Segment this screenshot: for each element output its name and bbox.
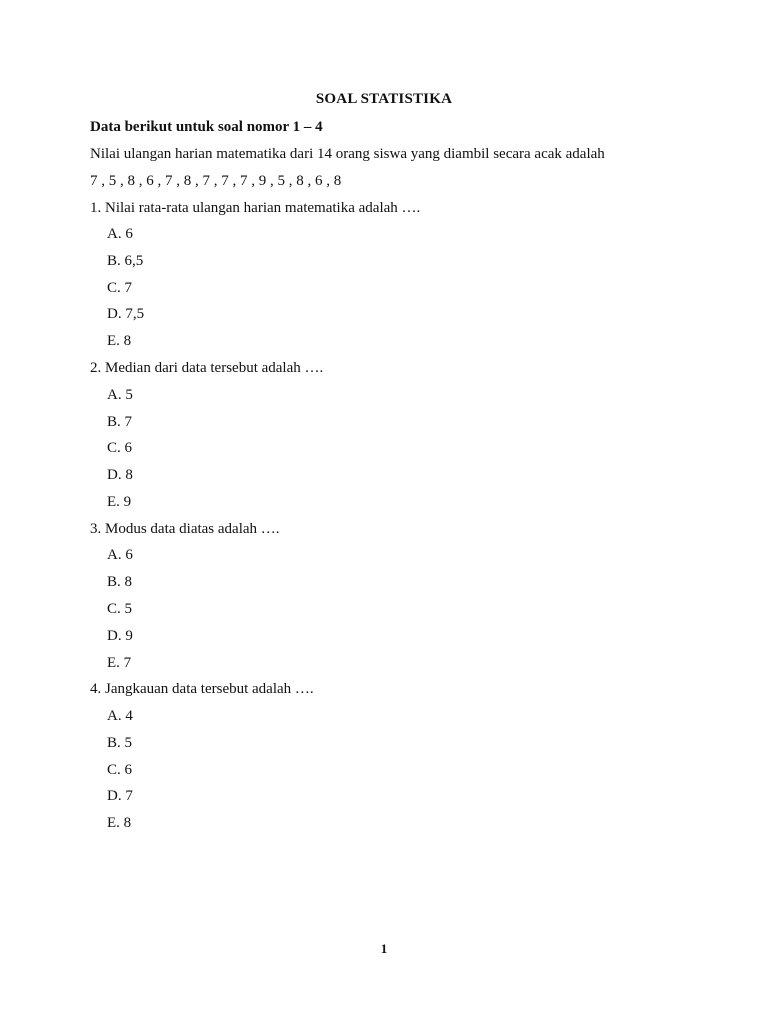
question-2-option-e: E. 9 [107, 494, 132, 510]
question-3: 3. Modus data diatas adalah …. [90, 521, 280, 537]
question-1-option-e: E. 8 [107, 333, 132, 349]
question-4-option-a: A. 4 [107, 708, 133, 724]
question-1-option-a: A. 6 [107, 226, 133, 242]
question-3-option-d: D. 9 [107, 628, 133, 644]
question-4-option-d: D. 7 [107, 788, 133, 804]
intro-heading: Data berikut untuk soal nomor 1 – 4 [90, 119, 323, 135]
question-3-option-a: A. 6 [107, 547, 133, 563]
intro-text: Nilai ulangan harian matematika dari 14 orang siswa yang diambil secara acak adalah [90, 146, 605, 162]
question-2-option-a: A. 5 [107, 387, 133, 403]
question-2: 2. Median dari data tersebut adalah …. [90, 360, 324, 376]
question-1-option-d: D. 7,5 [107, 306, 145, 322]
question-4-option-b: B. 5 [107, 735, 133, 751]
question-1-option-c: C. 7 [107, 280, 133, 296]
question-1-option-b: B. 6,5 [107, 253, 144, 269]
question-2-option-d: D. 8 [107, 467, 133, 483]
question-3-option-e: E. 7 [107, 655, 132, 671]
question-3-option-b: B. 8 [107, 574, 133, 590]
data-values: 7 , 5 , 8 , 6 , 7 , 8 , 7 , 7 , 7 , 9 , 5 , 8 , 6 , 8 [90, 173, 342, 189]
question-2-option-b: B. 7 [107, 414, 133, 430]
question-2-option-c: C. 6 [107, 440, 133, 456]
question-4-option-c: C. 6 [107, 762, 133, 778]
page-title: SOAL STATISTIKA [315, 91, 453, 107]
question-4-option-e: E. 8 [107, 815, 132, 831]
question-3-option-c: C. 5 [107, 601, 133, 617]
page-number: 1 [380, 941, 388, 956]
question-4: 4. Jangkauan data tersebut adalah …. [90, 681, 314, 697]
question-1: 1. Nilai rata-rata ulangan harian matematika adalah …. [90, 200, 421, 216]
